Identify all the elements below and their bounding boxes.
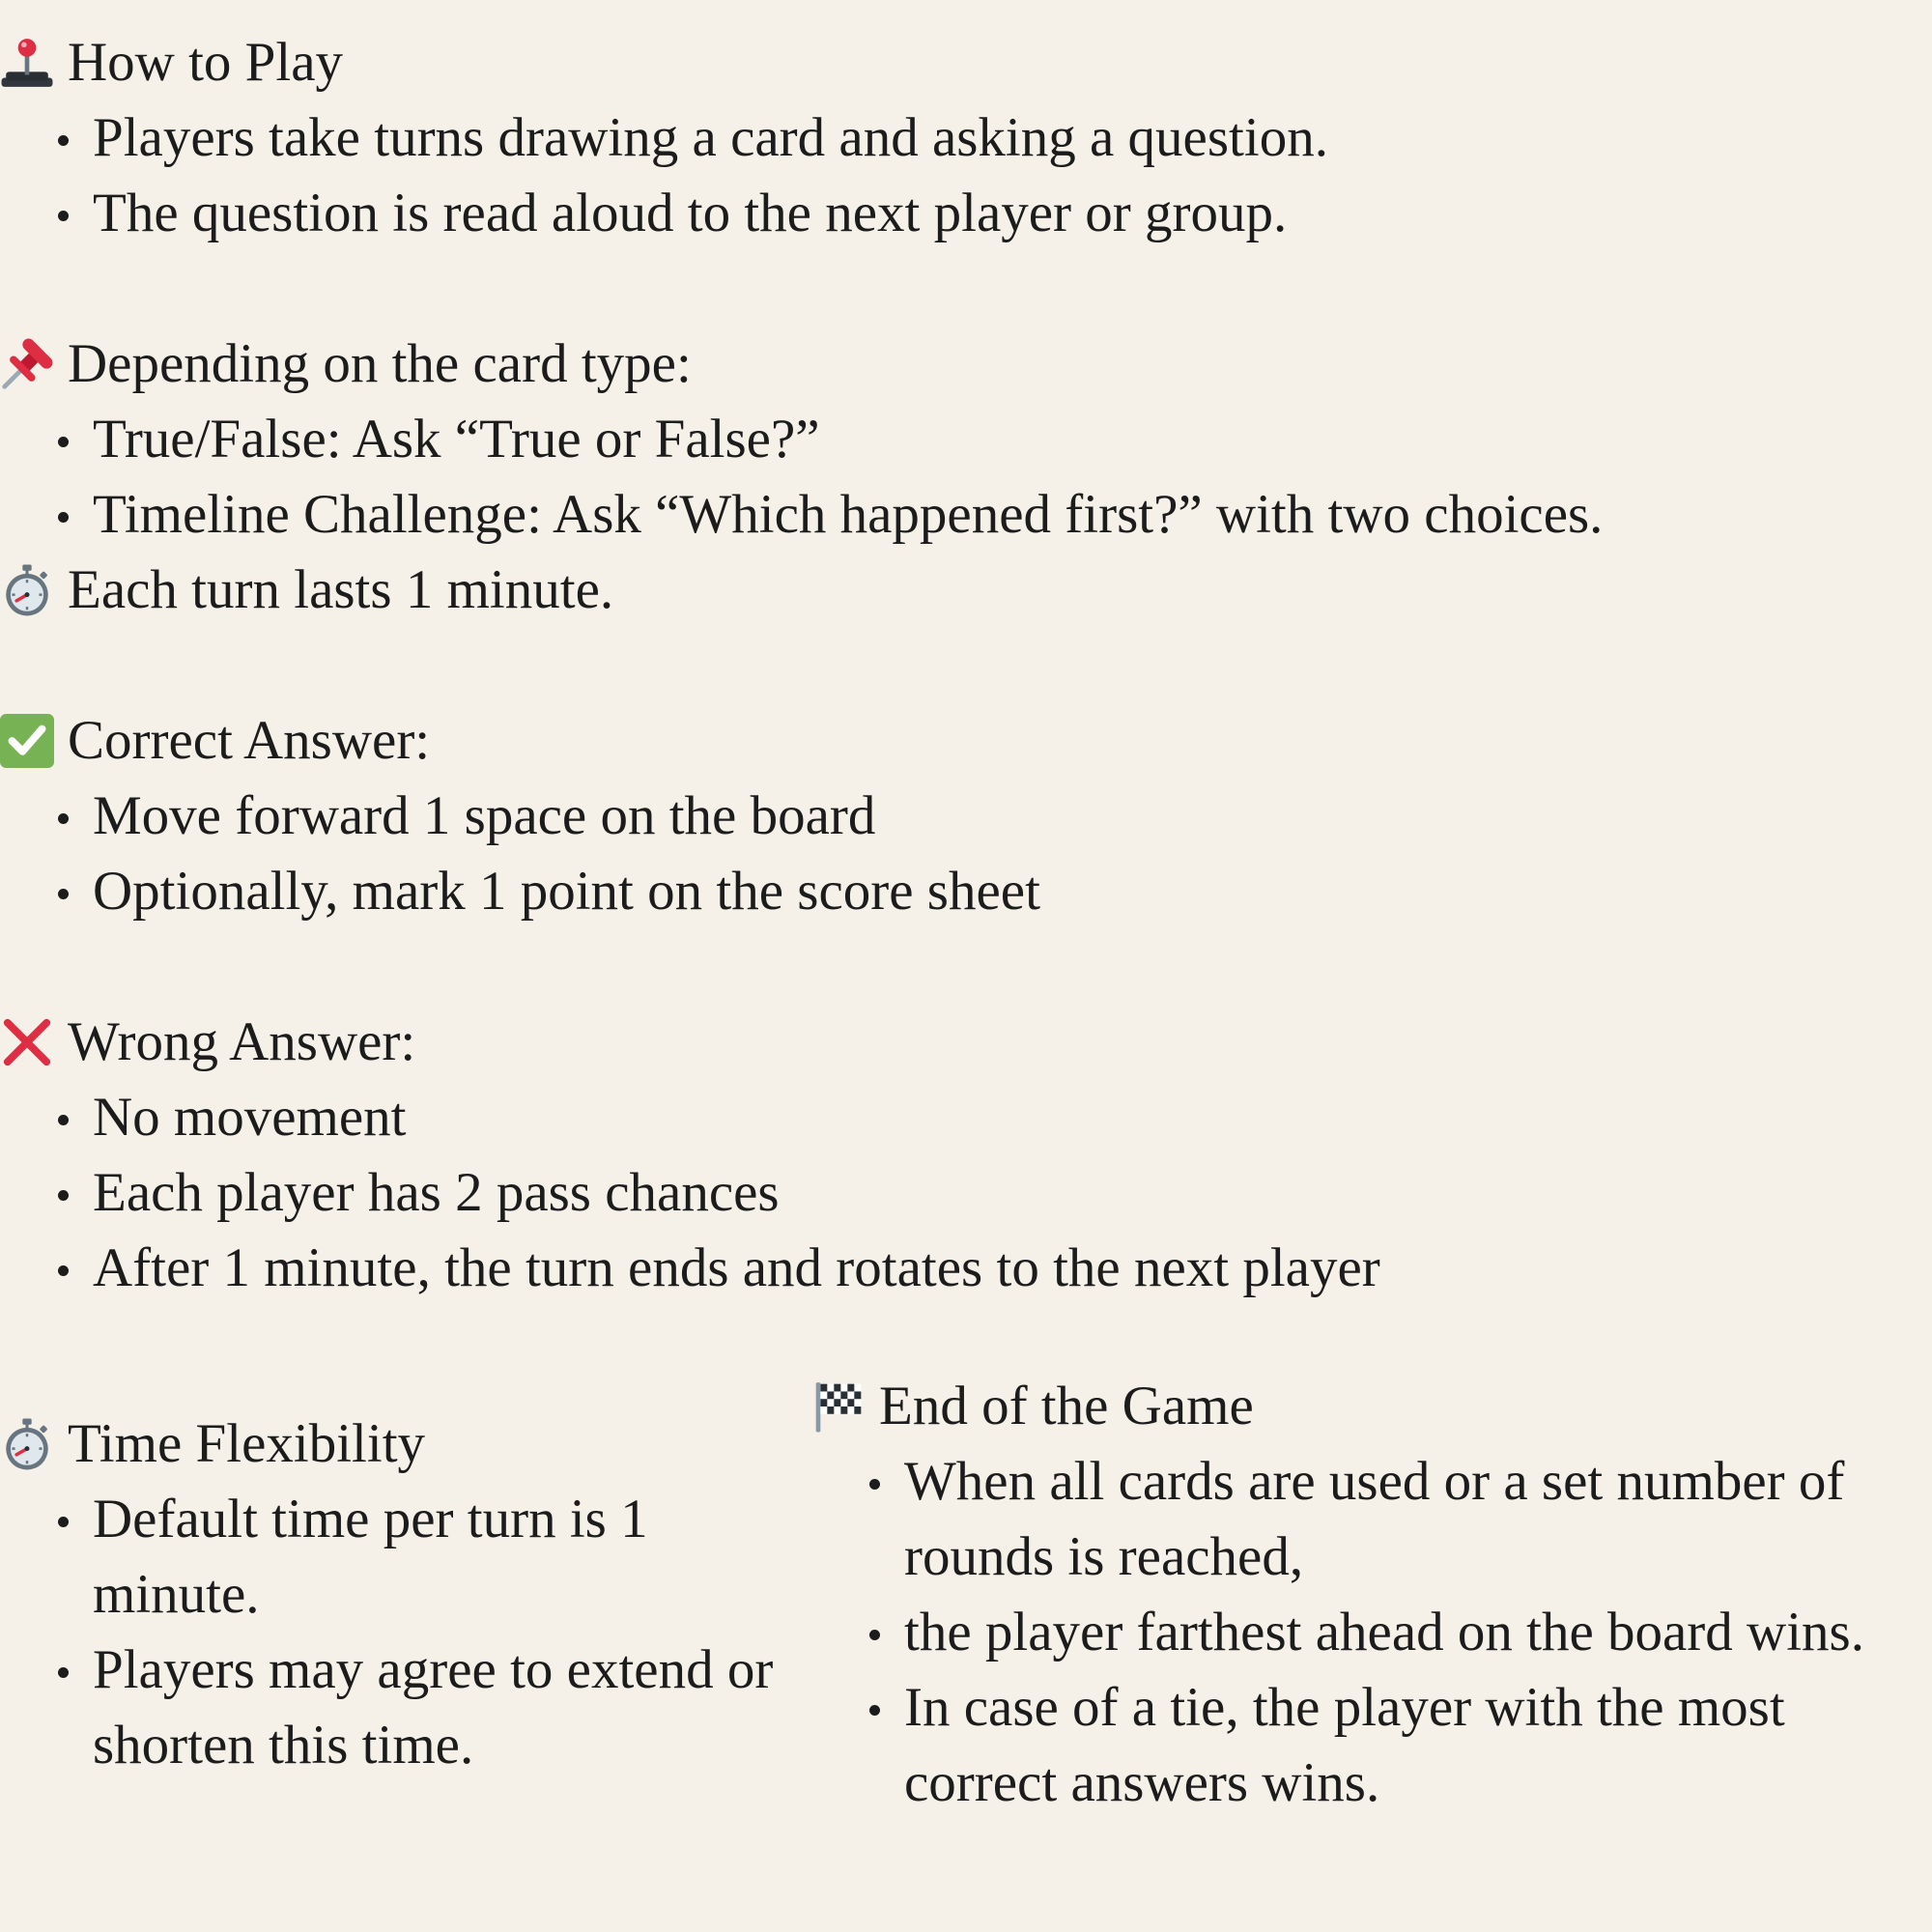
section-heading	[811, 1369, 1922, 1444]
bullet-list	[0, 779, 1835, 929]
check-mark-icon	[0, 714, 54, 768]
section-title: Each turn lasts 1 minute.	[68, 559, 614, 620]
bullet-list	[0, 1080, 1835, 1306]
section-time-flexibility	[0, 1406, 802, 1783]
section-heading	[0, 327, 1835, 402]
section-heading	[0, 1406, 802, 1482]
list-item: Players take turns drawing a card and asking a question.	[0, 100, 1835, 176]
section-title: Wrong Answer:	[68, 1011, 416, 1072]
bullet-list	[0, 1482, 802, 1783]
bullet-list	[0, 402, 1835, 553]
list-item: Default time per turn is 1 minute.	[0, 1482, 802, 1633]
list-item: After 1 minute, the turn ends and rotates to the next player	[0, 1231, 1835, 1306]
stopwatch-icon	[0, 1417, 54, 1471]
section-title: Depending on the card type:	[68, 333, 692, 394]
section-title: End of the Game	[879, 1376, 1254, 1436]
section-heading	[0, 703, 1835, 779]
section-heading	[0, 553, 1835, 628]
list-item: When all cards are used or a set number of rounds is reached,	[811, 1444, 1922, 1595]
list-item: Timeline Challenge: Ask “Which happened first?” with two choices.	[0, 477, 1835, 553]
cross-mark-icon	[0, 1015, 54, 1069]
list-item: Each player has 2 pass chances	[0, 1155, 1835, 1231]
list-item: True/False: Ask “True or False?”	[0, 402, 1835, 477]
list-item: No movement	[0, 1080, 1835, 1155]
stopwatch-icon	[0, 563, 54, 617]
list-item: The question is read aloud to the next player or group.	[0, 176, 1835, 251]
section-title: How to Play	[68, 32, 343, 93]
list-item: In case of a tie, the player with the most correct answers wins.	[811, 1670, 1922, 1821]
pushpin-icon	[0, 337, 54, 391]
section-title: Time Flexibility	[68, 1413, 426, 1474]
list-item: Optionally, mark 1 point on the score sheet	[0, 854, 1835, 929]
bullet-list	[811, 1444, 1922, 1821]
section-wrong-answer	[0, 1005, 1835, 1306]
section-end-of-game	[811, 1369, 1922, 1821]
section-heading	[0, 1005, 1835, 1080]
section-card-type	[0, 327, 1835, 553]
bullet-list	[0, 100, 1835, 251]
section-how-to-play	[0, 25, 1835, 251]
list-item: the player farthest ahead on the board wins.	[811, 1595, 1922, 1670]
list-item: Players may agree to extend or shorten this time.	[0, 1633, 802, 1783]
list-item: Move forward 1 space on the board	[0, 779, 1835, 854]
joystick-icon	[0, 36, 54, 90]
section-correct-answer	[0, 703, 1835, 929]
checkered-flag-icon	[811, 1379, 866, 1434]
section-title: Correct Answer:	[68, 710, 431, 771]
section-heading	[0, 25, 1835, 100]
section-turn-length	[0, 553, 1835, 628]
